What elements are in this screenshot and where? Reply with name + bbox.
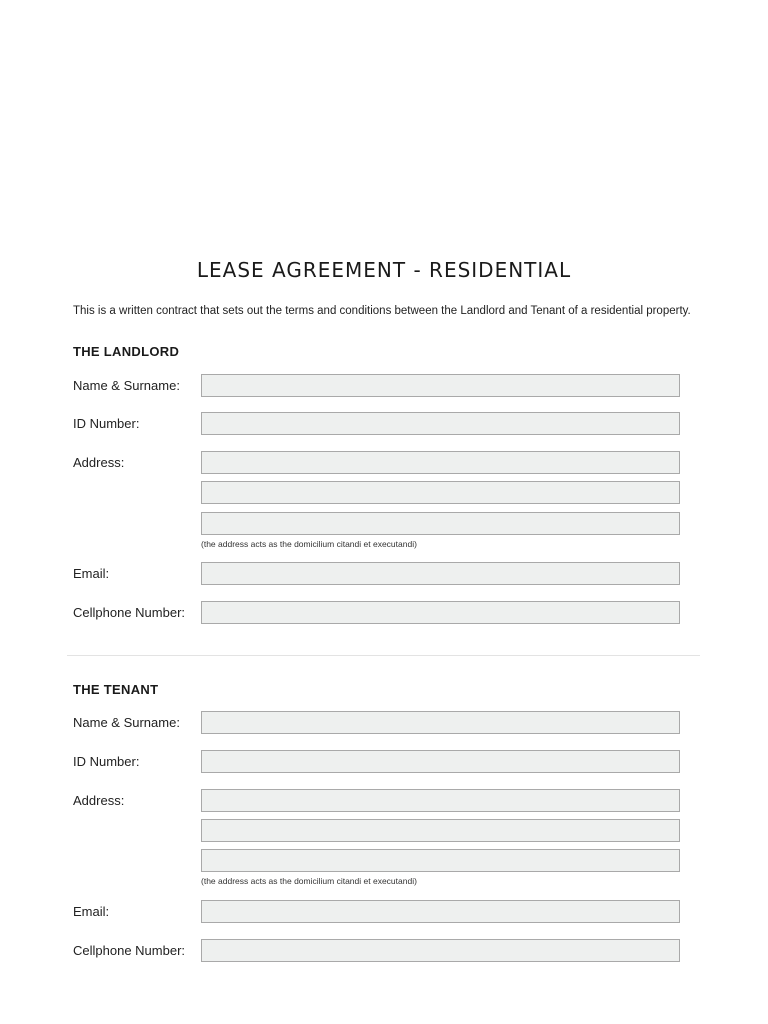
tenant-name-label: Name & Surname: (73, 715, 180, 730)
landlord-email-field[interactable] (201, 562, 680, 585)
tenant-email-field[interactable] (201, 900, 680, 923)
intro-text: This is a written contract that sets out the terms and conditions between the Landlord and Tenant of a residential property. (73, 305, 691, 317)
tenant-address-label: Address: (73, 793, 125, 808)
landlord-address-line-3[interactable] (201, 512, 680, 535)
landlord-address-label: Address: (73, 455, 125, 470)
tenant-address-line-1[interactable] (201, 789, 680, 812)
landlord-email-label: Email: (73, 566, 110, 581)
landlord-address-line-1[interactable] (201, 451, 680, 474)
tenant-heading: THE TENANT (73, 682, 159, 697)
landlord-heading: THE LANDLORD (73, 344, 180, 359)
tenant-email-label: Email: (73, 904, 110, 919)
tenant-address-line-3[interactable] (201, 849, 680, 872)
landlord-id-label: ID Number: (73, 416, 140, 431)
landlord-cellphone-field[interactable] (201, 601, 680, 624)
page-title: LEASE AGREEMENT - RESIDENTIAL (196, 258, 572, 282)
tenant-cellphone-field[interactable] (201, 939, 680, 962)
section-divider (67, 655, 700, 656)
landlord-cellphone-label: Cellphone Number: (73, 605, 186, 620)
tenant-address-note: (the address acts as the domicilium citandi et executandi) (201, 876, 417, 886)
tenant-id-field[interactable] (201, 750, 680, 773)
tenant-name-field[interactable] (201, 711, 680, 734)
landlord-name-field[interactable] (201, 374, 680, 397)
landlord-address-note: (the address acts as the domicilium citandi et executandi) (201, 539, 417, 549)
tenant-cellphone-label: Cellphone Number: (73, 943, 186, 958)
tenant-id-label: ID Number: (73, 754, 140, 769)
landlord-name-label: Name & Surname: (73, 378, 180, 393)
landlord-address-line-2[interactable] (201, 481, 680, 504)
landlord-id-field[interactable] (201, 412, 680, 435)
tenant-address-line-2[interactable] (201, 819, 680, 842)
